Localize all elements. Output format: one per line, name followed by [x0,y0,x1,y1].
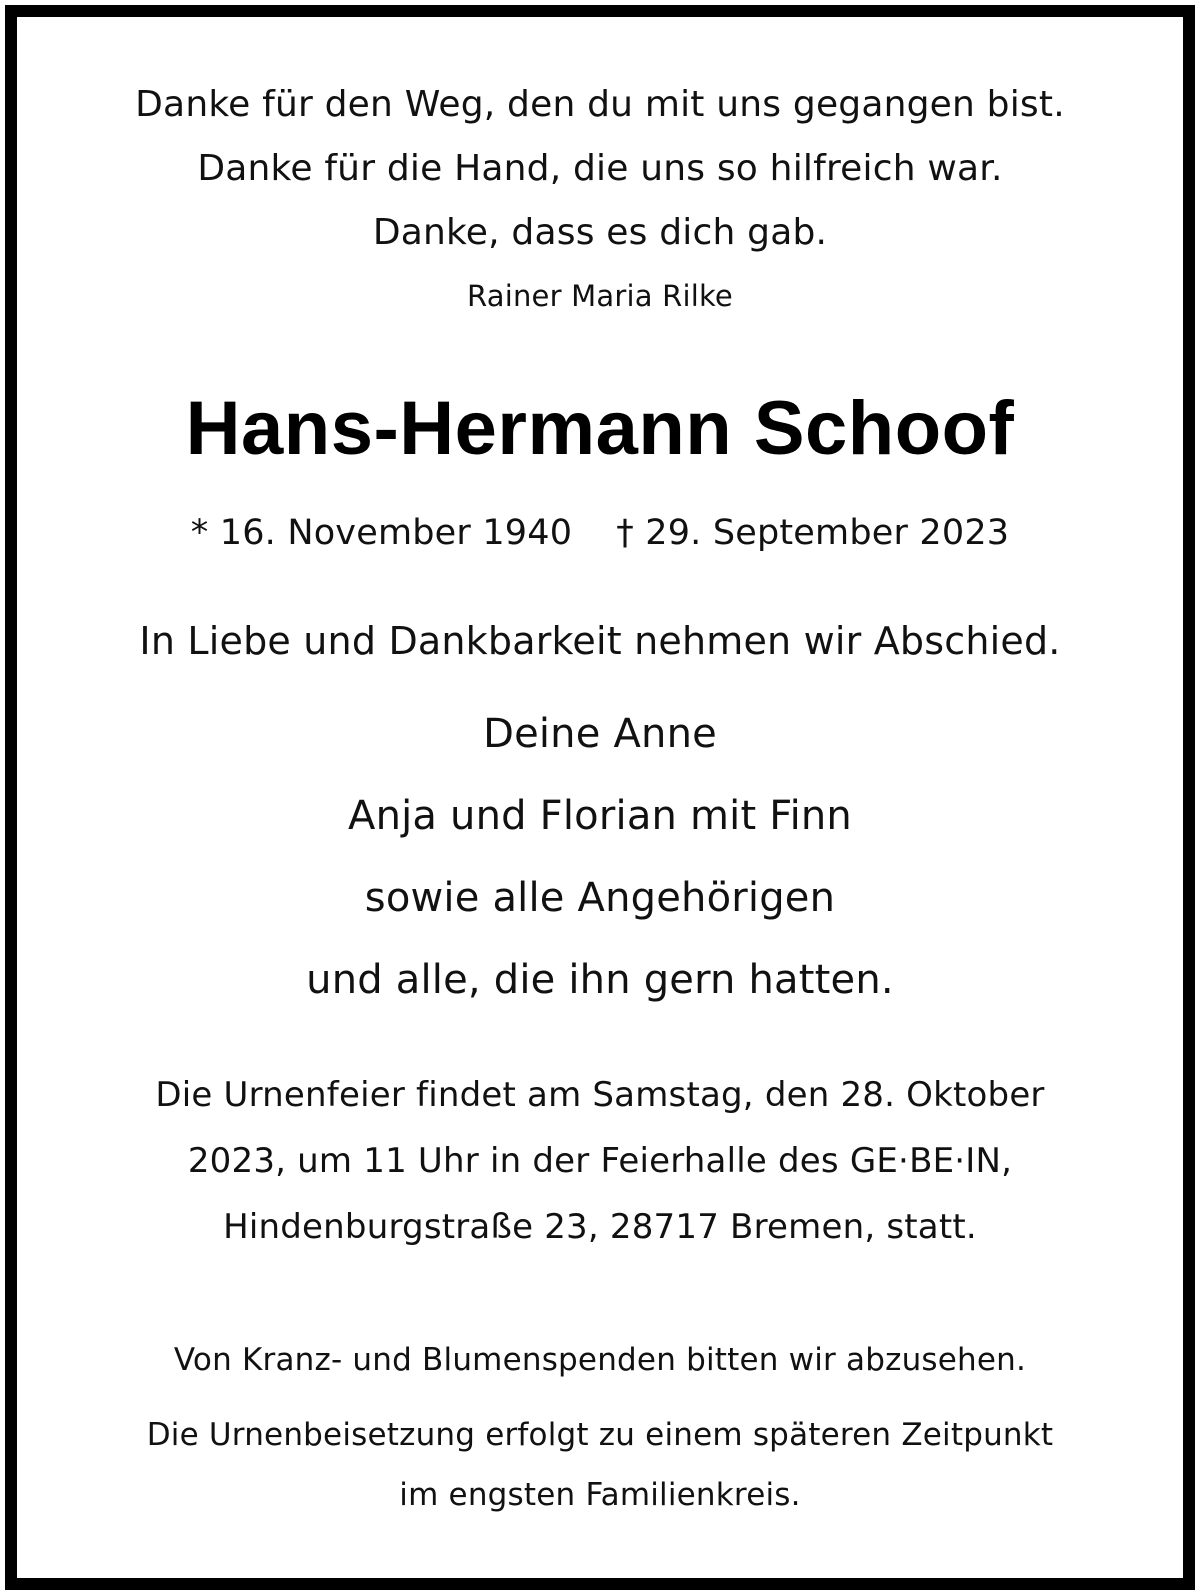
burial-note-line-1: Die Urnenbeisetzung erfolgt zu einem späteren Zeitpunkt [146,1417,1054,1453]
obituary-frame [5,5,1195,1590]
poem-author: Rainer Maria Rilke [467,279,733,313]
mourner-line-1: Deine Anne [483,711,717,757]
poem-line-3: Danke, dass es dich gab. [372,212,828,253]
farewell-text: In Liebe und Dankbarkeit nehmen wir Abschied. [139,619,1061,663]
mourner-line-3: sowie alle Angehörigen [364,875,836,921]
ceremony-line-1: Die Urnenfeier findet am Samstag, den 28. Oktober [155,1075,1045,1115]
ceremony-line-2: 2023, um 11 Uhr in der Feierhalle des GE·BE·IN, [187,1141,1013,1181]
life-dates [17,513,1183,553]
flowers-note: Von Kranz- und Blumenspenden bitten wir abzusehen. [173,1342,1027,1378]
mourner-line-2: Anja und Florian mit Finn [348,793,852,839]
birth-date: * 16. November 1940 [190,513,573,553]
deceased-name: Hans-Hermann Schoof [185,386,1015,471]
death-date: † 29. September 2023 [616,513,1010,553]
poem-line-2: Danke für die Hand, die uns so hilfreich war. [197,148,1003,189]
ceremony-line-3: Hindenburgstraße 23, 28717 Bremen, statt. [223,1207,977,1247]
burial-note-line-2: im engsten Familienkreis. [399,1477,801,1513]
mourner-line-4: und alle, die ihn gern hatten. [306,957,894,1003]
poem-line-1: Danke für den Weg, den du mit uns gegangen bist. [135,84,1065,125]
